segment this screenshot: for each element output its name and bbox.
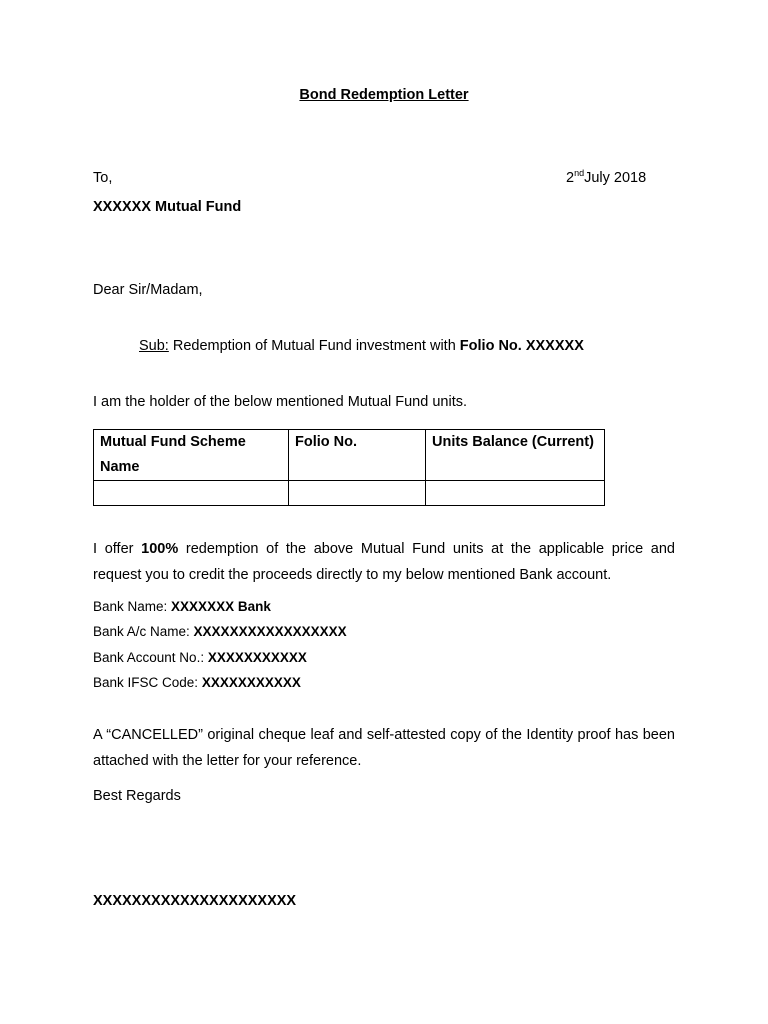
offer-percent: 100%	[141, 541, 179, 557]
subject-label: Sub:	[139, 338, 169, 354]
holder-statement: I am the holder of the below mentioned Mutual Fund units.	[93, 394, 467, 410]
table-row	[94, 481, 605, 506]
table-header-row	[94, 430, 605, 481]
date-rest: July 2018	[584, 170, 647, 186]
bank-name-label: Bank Name:	[93, 599, 172, 614]
bank-account-name-line	[93, 624, 347, 639]
date-suffix: nd	[574, 168, 585, 178]
table-header-folio: Folio No.	[289, 430, 426, 481]
letter-date	[566, 170, 646, 186]
bank-account-name-value: XXXXXXXXXXXXXXXXX	[193, 624, 347, 639]
date-day: 2	[566, 170, 575, 186]
bank-account-number-label: Bank Account No.:	[93, 650, 208, 665]
subject-text: Redemption of Mutual Fund investment with	[168, 338, 460, 354]
subject-folio: Folio No. XXXXXX	[459, 338, 584, 354]
offer-paragraph	[93, 537, 675, 588]
offer-post: redemption of the above Mutual Fund units at the applicable price and request you to credit the proceeds directly to my below mentioned Bank account.	[93, 541, 676, 583]
table-cell-folio	[289, 481, 426, 506]
to-label: To,	[93, 170, 113, 186]
bank-name-line	[93, 599, 271, 614]
bank-account-name-label: Bank A/c Name:	[93, 624, 194, 639]
greeting: Dear Sir/Madam,	[93, 282, 203, 298]
closing: Best Regards	[93, 788, 181, 804]
recipient-name: XXXXXX Mutual Fund	[93, 199, 242, 215]
bank-account-number-line	[93, 650, 307, 665]
bank-ifsc-value: XXXXXXXXXXX	[201, 675, 301, 690]
attachment-note: A “CANCELLED” original cheque leaf and self-attested copy of the Identity proof has been attached with the letter for your reference.	[93, 727, 675, 769]
bank-ifsc-label: Bank IFSC Code:	[93, 675, 202, 690]
table-header-units-balance: Units Balance (Current)	[426, 430, 605, 481]
subject-line	[139, 338, 584, 354]
bank-account-number-value: XXXXXXXXXXX	[207, 650, 307, 665]
signature-name: XXXXXXXXXXXXXXXXXXXXX	[93, 893, 297, 909]
table-cell-scheme-name	[94, 481, 289, 506]
table-header-scheme-name: Mutual Fund Scheme Name	[94, 430, 289, 481]
bank-ifsc-line	[93, 675, 301, 690]
offer-pre: I offer	[93, 541, 142, 557]
letter-title: Bond Redemption Letter	[299, 87, 469, 103]
bank-name-value: XXXXXXX Bank	[171, 599, 271, 614]
table-cell-units-balance	[426, 481, 605, 506]
units-table	[93, 429, 605, 506]
